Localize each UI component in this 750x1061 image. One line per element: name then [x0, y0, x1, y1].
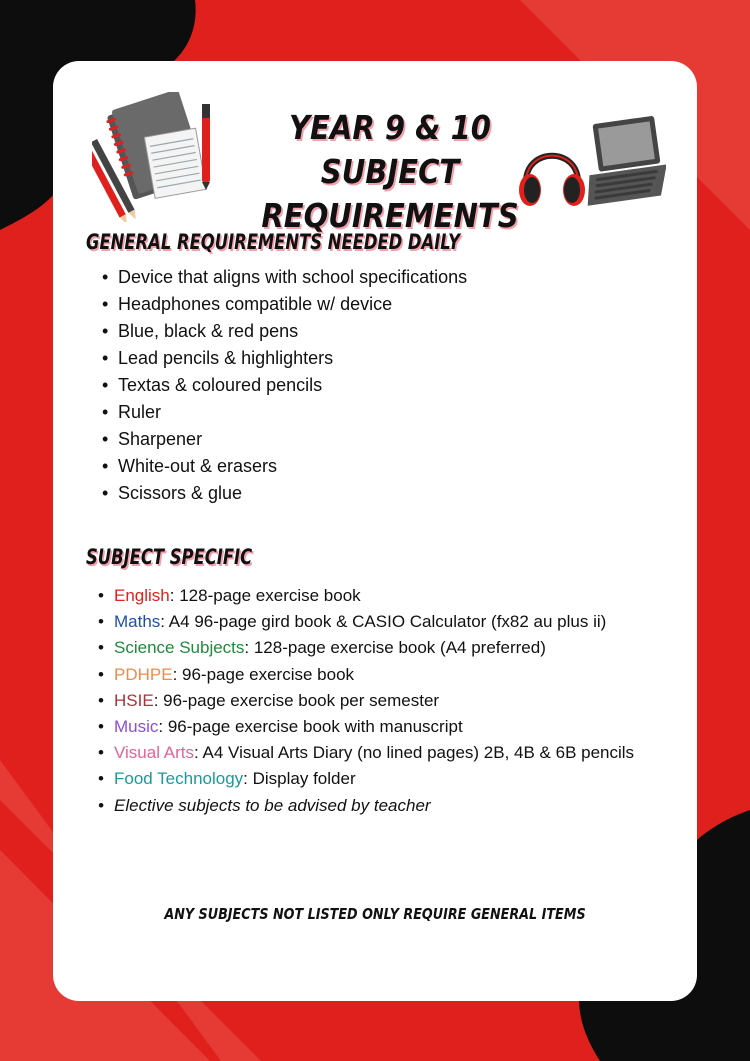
subject-name: Science Subjects	[114, 638, 245, 658]
page-title	[223, 106, 557, 238]
subject-detail: : 128-page exercise book (A4 preferred)	[244, 638, 546, 658]
subject-detail: : 96-page exercise book with manuscript	[158, 717, 463, 737]
subject-item	[96, 714, 666, 740]
subject-name: Food Technology	[114, 769, 244, 789]
headphones-laptop-illustration	[516, 112, 666, 217]
list-item: • Lead pencils & highlighters	[100, 345, 467, 372]
subject-item	[96, 635, 666, 661]
subject-item	[96, 688, 666, 714]
list-item: • Blue, black & red pens	[100, 318, 467, 345]
subject-detail: : 96-page exercise book	[172, 664, 355, 684]
general-requirements-heading: GENERAL REQUIREMENTS NEEDED DAILY	[86, 230, 461, 254]
laptop-icon	[577, 115, 666, 206]
subject-item	[96, 766, 666, 792]
subject-item	[96, 662, 666, 688]
subject-specific-list	[96, 583, 666, 819]
headphones-icon	[519, 156, 585, 206]
subject-name: Music	[114, 717, 159, 737]
subject-detail: : 128-page exercise book	[169, 586, 361, 605]
subject-detail: : 96-page exercise book per semester	[153, 690, 440, 710]
elective-note: • Elective subjects to be advised by teacher	[96, 793, 666, 819]
subject-item	[96, 740, 666, 766]
footer-note: ANY SUBJECTS NOT LISTED ONLY REQUIRE GENERAL ITEMS	[164, 905, 586, 923]
subject-item	[96, 609, 666, 635]
list-item: • Sharpener	[100, 426, 467, 453]
list-item: • White-out & erasers	[100, 453, 467, 480]
subject-name: HSIE	[114, 690, 154, 710]
list-item: • Ruler	[100, 399, 467, 426]
subject-detail: : A4 96-page gird book & CASIO Calculator (fx82 au plus ii)	[160, 612, 607, 632]
subject-detail: : A4 Visual Arts Diary (no lined pages) 2B, 4B & 6B pencils	[194, 743, 635, 763]
title-line-1: YEAR 9 & 10 SUBJECT	[289, 108, 491, 191]
subject-name: Visual Arts	[114, 743, 195, 763]
list-item: • Headphones compatible w/ device	[100, 291, 467, 318]
subject-name: Maths	[114, 612, 161, 632]
subject-specific-heading: SUBJECT SPECIFIC	[86, 545, 253, 569]
title-line-2: REQUIREMENTS	[261, 196, 519, 235]
subject-detail: : Display folder	[243, 769, 356, 789]
stationery-icon	[92, 92, 222, 222]
subject-name: English	[114, 586, 170, 605]
subject-item	[96, 583, 666, 609]
list-item: • Scissors & glue	[100, 480, 467, 507]
list-item: • Textas & coloured pencils	[100, 372, 467, 399]
list-item: • Device that aligns with school specifications	[100, 264, 467, 291]
subject-name: PDHPE	[114, 664, 173, 684]
general-requirements-list	[100, 264, 467, 507]
